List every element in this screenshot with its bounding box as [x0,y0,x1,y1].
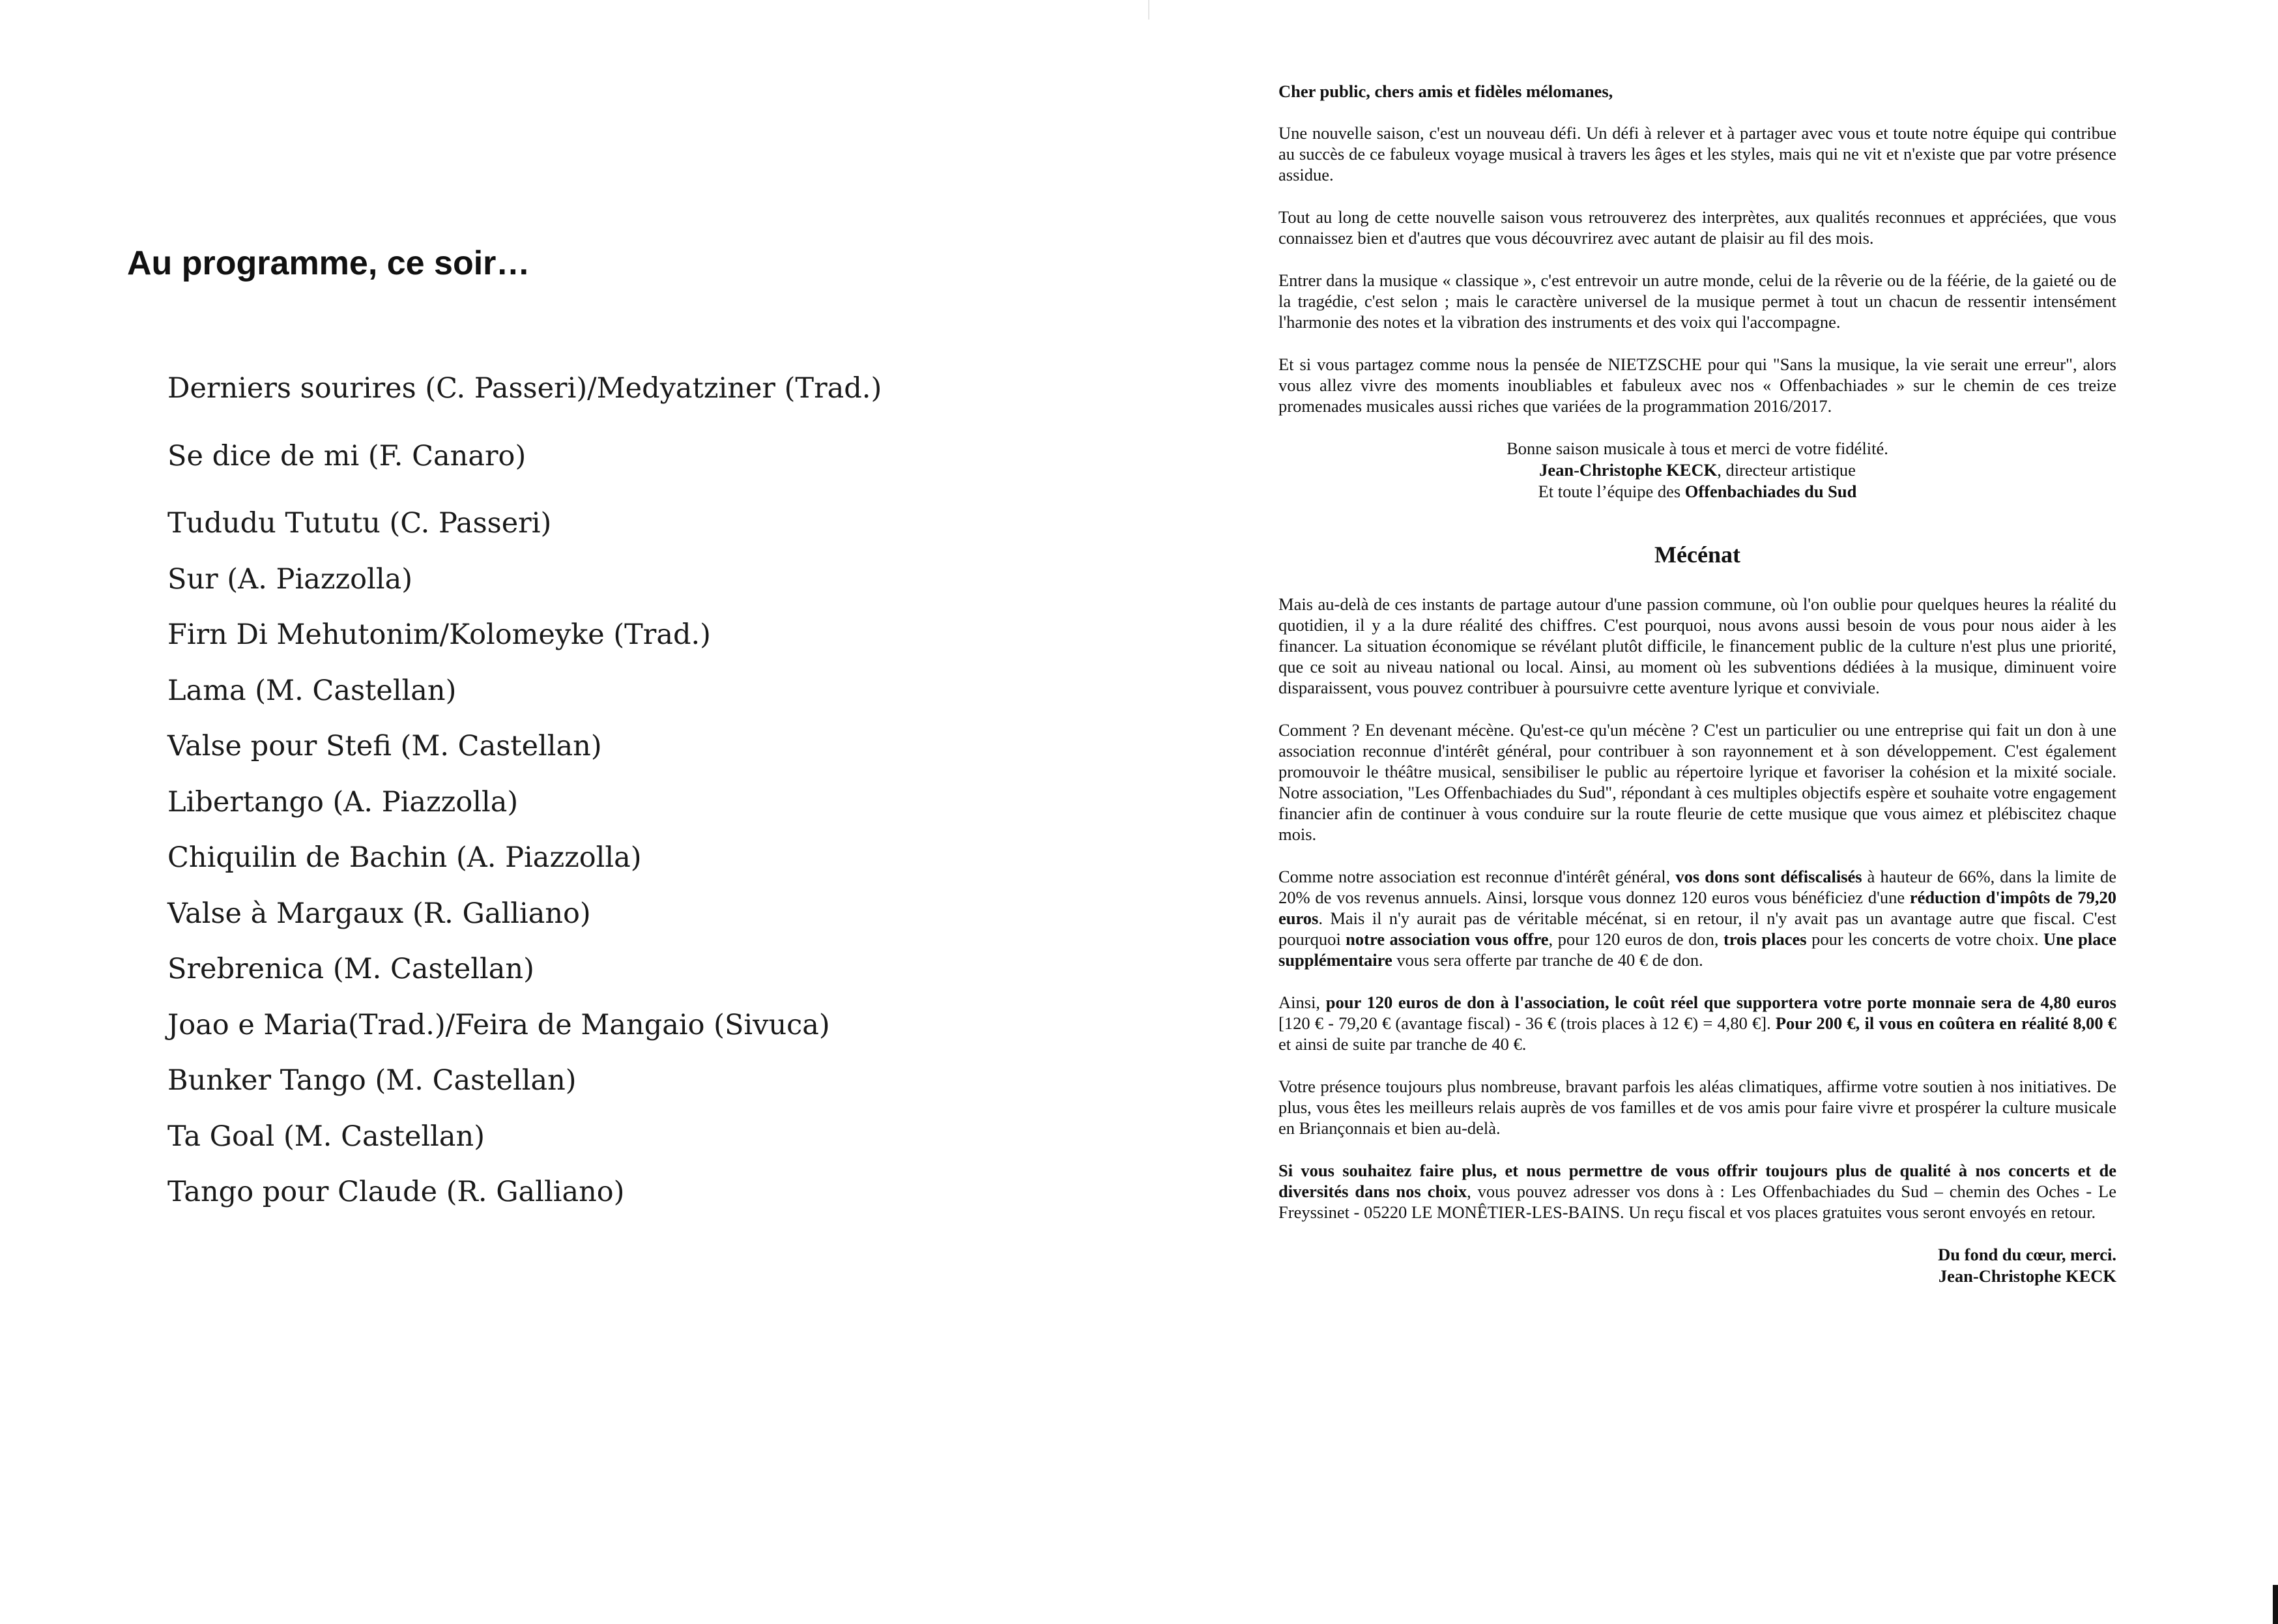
signoff [1278,438,2116,502]
program-item: Lama (M. Castellan) [167,674,457,707]
bold-run: Si vous souhaitez faire plus, et nous permettre de vous offrir toujours plus de qualité à nos concerts et de diversités dans nos choix [1278,1161,2116,1201]
program-item: Tududu Tututu (C. Passeri) [167,507,552,540]
program-item: Joao e Maria(Trad.)/Feira de Mangaio (Sivuca) [167,1009,830,1041]
program-item: Valse pour Stefi (M. Castellan) [167,730,602,762]
mecenat-paragraph [1278,866,2116,970]
program-item: Chiquilin de Bachin (A. Piazzolla) [167,841,642,874]
mecenat-paragraph: Comment ? En devenant mécène. Qu'est-ce qu'un mécène ? C'est un particulier ou une entreprise qui fait un don à une association reconnue d'intérêt général, pour contribuer à son rayonnement et à son développement. C'est également promouvoir le théâtre musical, sensibiliser le public au répertoire lyrique et favoriser la cohésion et la mixité sociale. Notre association, "Les Offenbachiades du Sud", répondant à ces multiples objectifs espère et souhaite votre engagement financier afin de continuer à vous conduire sur la route fleurie de cette musique que vous aimez et plébiscitez chaque mois. [1278,720,2116,844]
text-run: et ainsi de suite par tranche de 40 €. [1278,1034,1527,1054]
intro-paragraph: Et si vous partagez comme nous la pensée de NIETZSCHE pour qui "Sans la musique, la vie serait une erreur", alors vous allez vivre des moments inoubliables et fabuleux avec nos « Offenbachiades » sur le chemin de ces treize promenades musicales aussi riches que variées de la programmation 2016/2017. [1278,355,2116,416]
text-run: , vous pouvez adresser vos dons à : Les Offenbachiades du Sud – chemin des Oches - Le Freyssinet - 05220 LE MONÊTIER-LES-BAINS. Un reçu fiscal et vos places gratuites vous seront envoyés en retour. [1278,1182,2117,1222]
program-item: Libertango (A. Piazzolla) [167,786,519,819]
intro-paragraph: Entrer dans la musique « classique », c'est entrevoir un autre monde, celui de la rêverie ou de la féérie, de la gaieté ou de la tragédie, c'est selon ; mais le caractère universel de la musique permet à tout un chacun de ressentir intensément l'harmonie des notes et la vibration des instruments et des voix qui l'accompagne. [1278,270,2116,332]
mecenat-paragraph: Mais au-delà de ces instants de partage autour d'une passion commune, où l'on oublie pour quelques heures la réalité du quotidien, il y a la dure réalité des chiffres. C'est pourquoi, nous avons aussi besoin de vous pour nous aider à les financer. La situation économique se révélant plutôt difficile, le financement public de la culture n'est plus une priorité, que ce soit au niveau national ou local. Ainsi, au moment où les subventions dédiées à la musique, diminuent voire disparaissent, vous pouvez contribuer à poursuivre cette aventure lyrique et conviviale. [1278,594,2116,697]
closing [1278,1244,2116,1287]
scan-edge-mark [2273,1585,2278,1624]
right-page [1278,81,2116,1287]
mecenat-paragraph: Votre présence toujours plus nombreuse, bravant parfois les aléas climatiques, affirme votre soutien à nos initiatives. De plus, vous êtes les meilleurs relais auprès de vos familles et de vos amis pour faire vivre et prospérer la culture musicale en Briançonnais et bien au-delà. [1278,1077,2116,1138]
program-item: Tango pour Claude (R. Galliano) [167,1176,625,1208]
mecenat-paragraph [1278,1160,2116,1223]
text-run: [120 € - 79,20 € (avantage fiscal) - 36 € (trois places à 12 €) = 4,80 €]. [1278,1013,1776,1033]
mecenat-heading: Mécénat [1654,542,1740,568]
bold-run: trois places [1723,929,1807,949]
text-run: à hauteur de 66%, dans la limite de 20% de vos revenus annuels. Ainsi, lorsque vous donnez 120 euros vous bénéficiez d'une [1278,867,2116,907]
team-line: Et toute l’équipe des [1538,482,1685,501]
signoff-line [1278,481,2116,502]
bold-run: vos dons sont défiscalisés [1675,867,1862,886]
bold-run: notre association vous offre [1346,929,1549,949]
greeting: Cher public, chers amis et fidèles mélomanes, [1278,81,1613,101]
program-item: Valse à Margaux (R. Galliano) [167,897,591,930]
program-item: Srebrenica (M. Castellan) [167,953,534,985]
text-run: , pour 120 euros de don, [1548,929,1723,949]
intro-paragraph: Tout au long de cette nouvelle saison vous retrouverez des interprètes, aux qualités reconnues et appréciées, que vous connaissez bien et d'autres que vous découvrirez avec autant de plaisir au fil des mois. [1278,207,2116,248]
program-item: Se dice de mi (F. Canaro) [167,440,526,472]
mecenat-paragraph [1278,992,2116,1054]
program-item: Bunker Tango (M. Castellan) [167,1064,577,1097]
intro-paragraph: Une nouvelle saison, c'est un nouveau défi. Un défi à relever et à partager avec vous et toute notre équipe qui contribue au succès de ce fabuleux voyage musical à travers les âges et les styles, mais qui ne vit et n'existe que par votre présence assidue. [1278,123,2116,184]
association-name: Offenbachiades du Sud [1684,482,1857,501]
signoff-line: Bonne saison musicale à tous et merci de votre fidélité. [1507,439,1888,458]
bold-run: Pour 200 €, il vous en coûtera en réalité 8,00 € [1775,1013,2116,1033]
director-name: Jean-Christophe KECK [1539,460,1718,480]
director-role: , directeur artistique [1717,460,1856,480]
text-run: vous sera offerte par tranche de 40 € de don. [1392,950,1703,970]
program-item: Derniers sourires (C. Passeri)/Medyatziner (Trad.) [167,372,882,405]
text-run: . Mais il n'y aurait pas de véritable mécénat, si en retour, il n'y avait pas un avantage autre que fiscal. C'est pourquoi [1278,908,2116,949]
closing-signature: Jean-Christophe KECK [1938,1266,2116,1286]
page-fold-mark [1148,0,1149,20]
program-item: Sur (A. Piazzolla) [167,563,412,596]
bold-run: réduction d'impôts de 79,20 euros [1278,888,2116,928]
signoff-line [1278,459,2116,481]
text-run: pour les concerts de votre choix. [1806,929,2044,949]
text-run: Ainsi, [1278,993,1326,1012]
closing-line: Du fond du cœur, merci. [1938,1245,2116,1264]
text-run: Comme notre association est reconnue d'intérêt général, [1278,867,1676,886]
bold-run: pour 120 euros de don à l'association, le coût réel que supportera votre porte monnaie sera de 4,80 euros [1325,993,2116,1012]
program-title: Au programme, ce soir… [127,244,530,282]
bold-run: Une place supplémentaire [1278,929,2116,970]
program-item: Ta Goal (M. Castellan) [167,1120,485,1153]
program-item: Firn Di Mehutonim/Kolomeyke (Trad.) [167,618,711,651]
